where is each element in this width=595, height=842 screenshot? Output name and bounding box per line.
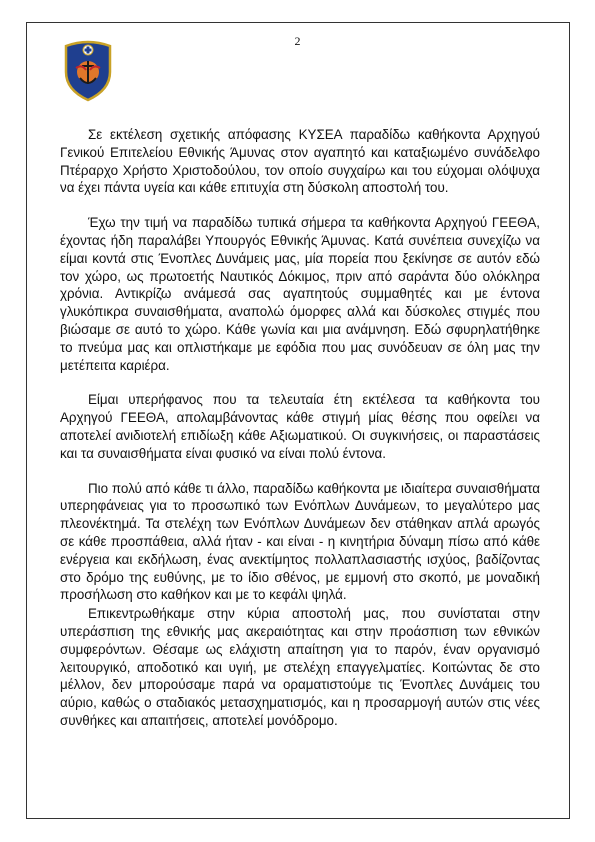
paragraph: Έχω την τιμή να παραδίδω τυπικά σήμερα τα καθήκοντα Αρχηγού ΓΕΕΘΑ, έχοντας ήδη παραλάβει Υπουργός Εθνικής Άμυνας. Κατά συνέπεια συνεχίζω να είμαι κοντά στις Ένοπλες Δυνάμεις μας, μία πορεία που ξεκίνησε σε αυτόν εδώ τον χώρο, ως πρωτοετής Ναυτικός Δόκιμος, πριν από σαράντα δύο ολόκληρα χρόνια. Αντικρίζω ανάμεσά σας αγαπητούς συμμαθητές και με έντονα γλυκόπικρα συναισθήματα, αναπολώ όμορφες αλλά και δύσκολες στιγμές που βιώσαμε σε αυτό το χώρο. Κάθε γωνία και μια ανάμνηση. Εδώ σφυρηλατήθηκε το πνεύμα μας και οπλιστήκαμε με εφόδια που μας συνόδευαν σε όλη μας την μετέπειτα καριέρα. bbox=[60, 215, 540, 373]
paragraph: Είμαι υπερήφανος που τα τελευταία έτη εκτέλεσα τα καθήκοντα του Αρχηγού ΓΕΕΘΑ, απολαμβάνοντας κάθε στιγμή μίας θέσης που οφείλει να αποτελεί ανιδιοτελή επιδίωξη κάθε Αξιωματικού. Οι συγκινήσεις, οι παραστάσεις και τα συναισθήματα είναι φυσικό να είναι πολύ έντονα. bbox=[60, 392, 540, 461]
page-number: 2 bbox=[294, 34, 301, 48]
document-body bbox=[60, 126, 540, 747]
paragraph: Επικεντρωθήκαμε στην κύρια αποστολή μας, που συνίσταται στην υπεράσπιση της εθνικής μας ακεραιότητας και στην προάσπιση των εθνικών συμφερόντων. Θέσαμε ως ελάχιστη απαίτηση για το παρόν, έναν οργανισμό λειτουργικό, αποδοτικό και υγιή, με στελέχη επαγγελματίες. Κοιτώντας δε στο μέλλον, δεν μπορούσαμε παρά να οραματιστούμε τις Ένοπλες Δυνάμεις του αύριο, καθώς ο σταδιακός μετασχηματισμός, και η προσαρμογή αυτών στις νέες συνθήκες και απαιτήσεις, αποτελεί μονόδρομο. bbox=[60, 606, 540, 728]
paragraph: Σε εκτέλεση σχετικής απόφασης ΚΥΣΕΑ παραδίδω καθήκοντα Αρχηγού Γενικού Επιτελείου Εθνικής Άμυνας στον αγαπητό και καταξιωμένο συνάδελφο Πτέραρχο Χρήστο Χριστοδούλου, τον οποίο συγχαίρω και του εύχομαι ολόψυχα να έχει πάντα υγεία και κάθε επιτυχία στη δύσκολη αποστολή του. bbox=[60, 127, 540, 196]
paragraph: Πιο πολύ από κάθε τι άλλο, παραδίδω καθήκοντα με ιδιαίτερα συναισθήματα υπερηφάνειας για το προσωπικό των Ενόπλων Δυνάμεων, το μεγαλύτερο μας πλεονέκτημά. Τα στελέχη των Ενόπλων Δυνάμεων δεν στάθηκαν απλά αρωγός σε κάθε προσπάθεια, αλλά ήταν - και είναι - η κινητήρια δύναμη πίσω από κάθε ενέργεια και εκδήλωση, ένας ανεκτίμητος πολλαπλασιαστής ισχύος, βαδίζοντας στο δρόμο της ευθύνης, με το ίδιο σθένος, με εμμονή στο σκοπό, με μοναδική προσήλωση στο καθήκον και με το κεφάλι ψηλά. bbox=[60, 480, 540, 603]
